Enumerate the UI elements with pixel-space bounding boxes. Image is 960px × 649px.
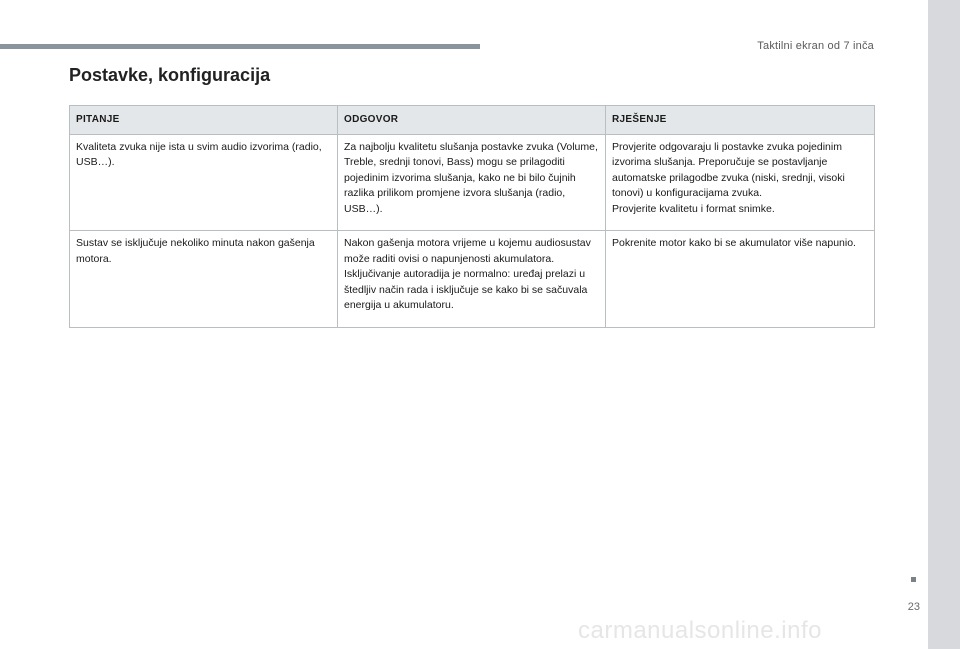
- table-header-row: [70, 106, 875, 135]
- header-question: PITANJE: [70, 106, 338, 135]
- page-number: 23: [907, 601, 920, 613]
- solution-cell: Provjerite odgovaraju li postavke zvuka pojedinim izvorima slušanja. Preporučuje se postavljanje automatske prilagodbe zvuka (niski, srednji, visoki tonovi) u konfiguracijama zvuka. Provjerite kvalitetu i format snimke.: [606, 134, 875, 231]
- header-rule: [0, 44, 480, 49]
- table-row: [70, 231, 875, 328]
- answer-cell: Za najbolju kvalitetu slušanja postavke zvuka (Volume, Treble, srednji tonovi, Bass) mogu se prilagoditi pojedinim izvorima slušanja, kako ne bi bilo čujnih razlika prilikom promjene izvora slušanja (radio, USB…).: [338, 134, 606, 231]
- solution-cell: Pokrenite motor kako bi se akumulator više napunio.: [606, 231, 875, 328]
- question-cell: Sustav se isključuje nekoliko minuta nakon gašenja motora.: [70, 231, 338, 328]
- table-row: [70, 134, 875, 231]
- header-solution: RJEŠENJE: [606, 106, 875, 135]
- answer-cell: Nakon gašenja motora vrijeme u kojemu audiosustav može raditi ovisi o napunjenosti akumulatora. Isključivanje autoradija je normalno: uređaj prelazi u štedljiv način rada i isključuje se kako bi se sačuvala energija u akumulatoru.: [338, 231, 606, 328]
- question-cell: Kvaliteta zvuka nije ista u svim audio izvorima (radio, USB…).: [70, 134, 338, 231]
- chapter-title: Taktilni ekran od 7 inča: [757, 40, 874, 52]
- header-answer: ODGOVOR: [338, 106, 606, 135]
- faq-table: [69, 105, 875, 328]
- watermark: carmanualsonline.info: [578, 617, 822, 644]
- page-marker: [911, 577, 916, 582]
- section-title: Postavke, konfiguracija: [69, 65, 271, 85]
- side-band: [928, 0, 960, 649]
